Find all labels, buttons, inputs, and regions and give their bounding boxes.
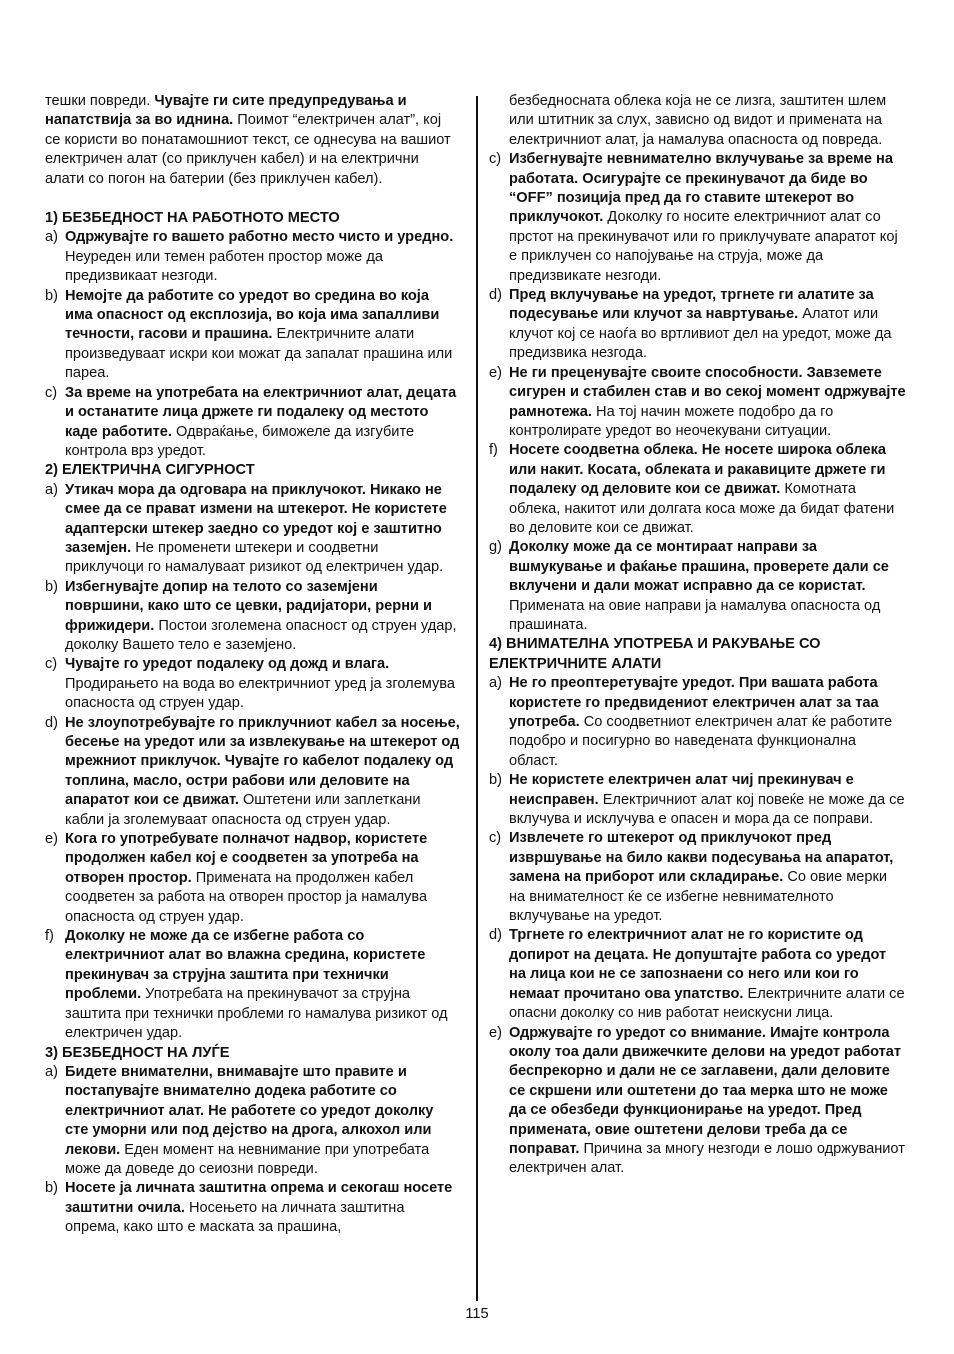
item-text: Употребата на прекинувачот за струјна заштита при технички проблеми го намалува ризикот од електричен удар.: [65, 986, 448, 1042]
item-bold-text: Не ги преценувајте своите способности. Завземете сигурен и стабилен став и во секој момент одржувајте рамнотежа.: [509, 364, 906, 420]
item-text: Примената на продолжен кабел соодветен за работа на отворен простор ја намалува опасноста од струен удар.: [65, 869, 428, 925]
item-text: Електричните алати се опасни доколку со нив работат неискусни лица.: [509, 985, 905, 1022]
item-text: Причина за многу незгоди е лошо одржуваниот електричен алат.: [509, 1140, 905, 1177]
item-text: Електричниот алат кој повеќе не може да се вклучува и исклучува е опасен и мора да се поправи.: [509, 791, 905, 828]
list-item: [45, 384, 460, 462]
item-bold-text: Не користете електричен алат чиј прекинувач е неисправен.: [509, 772, 854, 808]
list-item: [45, 830, 460, 927]
item-text: Одвраќање, биможеле да изгубите контрола врз уредот.: [65, 423, 415, 459]
list-item: [489, 771, 907, 829]
item-bold-text: Немојте да работите со уредот во средина во која има опасност од експлозија, во која има запалливи течности, гасови и прашина.: [65, 287, 440, 343]
item-bold-text: Одржувајте го вашето работно место чисто и уредно.: [65, 229, 454, 246]
list-item: [45, 655, 460, 713]
list-item-continuation: [489, 92, 907, 150]
intro-text-2: Чувајте ги сите предупредувања и напатствија за во иднина.: [45, 93, 407, 129]
item-letter: b): [45, 287, 58, 304]
list-item: [489, 364, 907, 442]
right-column: [489, 92, 907, 1179]
item-letter: d): [489, 927, 502, 944]
item-letter: a): [45, 229, 58, 246]
list-item: [489, 926, 907, 1023]
section-2-heading: 2) ЕЛЕКТРИЧНА СИГУРНОСТ: [45, 462, 255, 479]
item-bold-text: Тргнете го електричниот алат не го користите од допирот на децата. Не допуштајте работа со уредот на лица кои не се запознаени со него или кои го немаат прочитано ова упатство.: [509, 927, 887, 1002]
list-item: [45, 578, 460, 656]
item-letter: f): [489, 442, 498, 459]
item-text: Комотната облека, накитот или долгата коса може да бидат фатени во деловите кои се движат.: [509, 481, 895, 536]
list-item: [489, 441, 907, 538]
item-text: Постои зголемена опасност од струен удар, доколку Вашето тело е заземјено.: [65, 617, 457, 653]
item-letter: a): [45, 1063, 58, 1080]
item-letter: b): [45, 1180, 58, 1197]
item-text: На тој начин можете подобро да го контролирате уредот во неочекувани ситуации.: [509, 403, 834, 439]
item-bold-text: Доколку може да се монтираат направи за вшмукување и фаќање прашина, проверете дали се вклучени и дали можат исправно да се користат.: [509, 539, 889, 595]
item-letter: d): [489, 287, 502, 304]
item-letter: c): [489, 151, 502, 168]
list-item: [489, 1024, 907, 1179]
item-text: Еден момент на невнимание при употребата може да доведе до сеиозни повреди.: [65, 1141, 430, 1177]
item-letter: c): [45, 384, 58, 401]
list-item: [489, 829, 907, 926]
list-item: [489, 286, 907, 364]
section-3-heading: 3) БЕЗБЕДНОСТ НА ЛУЃЕ: [45, 1044, 230, 1061]
item-text: Електричните алати произведуваат искри кои можат да запалат прашина или пареа.: [65, 326, 453, 382]
list-item: [45, 927, 460, 1043]
item-letter: c): [45, 656, 58, 673]
item-letter: e): [489, 1024, 502, 1041]
item-bold-text: Пред вклучување на уредот, тргнете ги алатите за подесување или клучот за навртување.: [509, 287, 874, 323]
list-item: [489, 150, 907, 286]
item-bold-text: Доколку не може да се избегне работа со електричниот алат во влажна средина, користете прекинувач за струјна заштита при технички проблеми.: [65, 928, 426, 1003]
item-bold-text: Избегнувајте невнимателно вклучување за време на работата. Осигурајте се прекинувачот да биде во “OFF” позиција пред да го ставите штекерот во приклучокот.: [509, 151, 893, 226]
item-letter: a): [489, 675, 502, 692]
item-bold-text: Не го преоптеретувајте уредот. При вашата работа користете го предвидениот електричен алат за таа употреба.: [509, 675, 879, 730]
item-letter: d): [45, 714, 58, 731]
list-item: [45, 1179, 460, 1237]
list-item: [45, 714, 460, 830]
list-item: [45, 1063, 460, 1179]
item-letter: c): [489, 830, 502, 847]
item-bold-text: Носете ја личната заштитна опрема и секогаш носете заштитни очила.: [65, 1180, 453, 1216]
item-text: Носењето на личната заштитна опрема, како што е маската за прашина,: [65, 1199, 405, 1236]
item-letter: e): [45, 831, 58, 848]
item-text: Со соодветниот електричен алат ќе работите подобро и посигурно во наведената функционална област.: [509, 714, 893, 769]
column-divider: [476, 96, 478, 1301]
item-letter: e): [489, 364, 502, 381]
item-letter: g): [489, 539, 502, 556]
item-bold-text: Одржувајте го уредот со внимание. Имајте контрола околу тоа дали движечките делови на уредот работат беспрекорно и дали не се заглавени, дали деловите се скршени или оштетени до таа мерка што не може да се обезбеди функционирање на уредот. Пред примената, овие оштетени делови треба да се поправат.: [509, 1024, 902, 1157]
section-4-heading: 4) ВНИМАТЕЛНА УПОТРЕБА И РАКУВАЊЕ СО ЕЛЕКТРИЧНИТЕ АЛАТИ: [489, 636, 821, 672]
item-bold-text: Кога го употребувате полначот надвор, користете продолжен кабел кој е соодветен за употреба на отворен простор.: [65, 831, 428, 886]
item-bold-text: За време на употребата на електричниот алат, децата и останатите лица држете ги подалеку од местото каде работите.: [65, 384, 457, 440]
intro-text-3: Поимот “електричен алат”, кој се користи во понатамошниот текст, се однесува на вашиот електричен алат (со приклучен кабел) и на електрични алати со погон на батерии (без приклучен кабел).: [45, 112, 451, 187]
list-item: [45, 228, 460, 286]
item-letter: f): [45, 928, 54, 945]
item-text: Доколку го носите електричниот алат со прстот на прекинувачот или го приклучувате апаратот кој е приклучен со напојување на струја, може да предизвикате незгоди.: [509, 209, 898, 284]
intro-paragraph: [45, 92, 460, 189]
left-column: [45, 92, 460, 1238]
item-text: Со овие мерки на внимателност ќе се избегне невнимателното вклучување на уредот.: [509, 869, 888, 925]
list-item: [45, 287, 460, 384]
item-letter: b): [489, 772, 502, 789]
item-bold-text: Чувајте го уредот подалеку од дожд и влага.: [65, 656, 390, 673]
item-bold-text: Бидете внимателни, внимавајте што правите и постапувајте внимателно додека работите со електричниот алат. Не работете со уредот доколку сте уморни или под дејство на дрога, алкохол или лекови.: [65, 1063, 434, 1158]
item-text: Оштетени или заплеткани кабли ја зголемуваат опасноста од струен удар.: [65, 792, 421, 828]
item-bold-text: Избегнувајте допир на телото со заземјени површини, како што се цевки, радијатори, рерни и фрижидери.: [65, 578, 433, 634]
item-bold-text: Извлечете го штекерот од приклучокот пред извршување на било какви подесувања на апаратот, замена на приборот или складирање.: [509, 830, 894, 886]
list-item: [489, 674, 907, 771]
item-letter: a): [45, 481, 58, 498]
item-bold-text: Носете соодветна облека. Не носете широка облека или накит. Косата, облеката и ракавиците држете ги подалеку од деловите кои се движат.: [509, 442, 886, 498]
item-text: Неуреден или темен работен простор може да предизвикаат незгоди.: [65, 248, 383, 285]
item-text: Алатот или клучот кој се наоѓа во вртливиот дел на уредот, може да предизвика незгода.: [509, 306, 892, 362]
item-bold-text: Утикач мора да одговара на приклучокот. Никако не смее да се прават измени на штекерот. Не користете адаптерски штекер заедно со уредот кој е заштитно заземјен.: [65, 481, 447, 556]
item-text: Примената на овие направи ја намалува опасноста од прашината.: [509, 597, 881, 633]
item-text: Продирањето на вода во електричниот уред ја зголемува опасноста од струен удар.: [65, 675, 456, 712]
list-item: [45, 481, 460, 578]
item-letter: b): [45, 578, 58, 595]
item-text: безбедносната облека која не се лизга, заштитен шлем или штитник за слух, зависно од видот и примената на електричниот алат, ја намалува опасноста од повреда.: [509, 93, 887, 148]
section-1-heading: 1) БЕЗБЕДНОСТ НА РАБОТНОТО МЕСТО: [45, 210, 340, 227]
item-bold-text: Не злоупотребувајте го приклучниот кабел за носење, бесење на уредот или за извлекување на штекерот од мрежниот приклучок. Чувајте го кабелот подалеку од топлина, масло, остри рабови или деловите на апаратот кои се движат.: [65, 714, 460, 809]
intro-text-1: тешки повреди.: [45, 93, 155, 109]
list-item: [489, 538, 907, 635]
page-number: 115: [465, 1306, 489, 1322]
item-text: Не променети штекери и соодветни приклучоци го намалуваат ризикот од електричен удар.: [65, 539, 444, 576]
